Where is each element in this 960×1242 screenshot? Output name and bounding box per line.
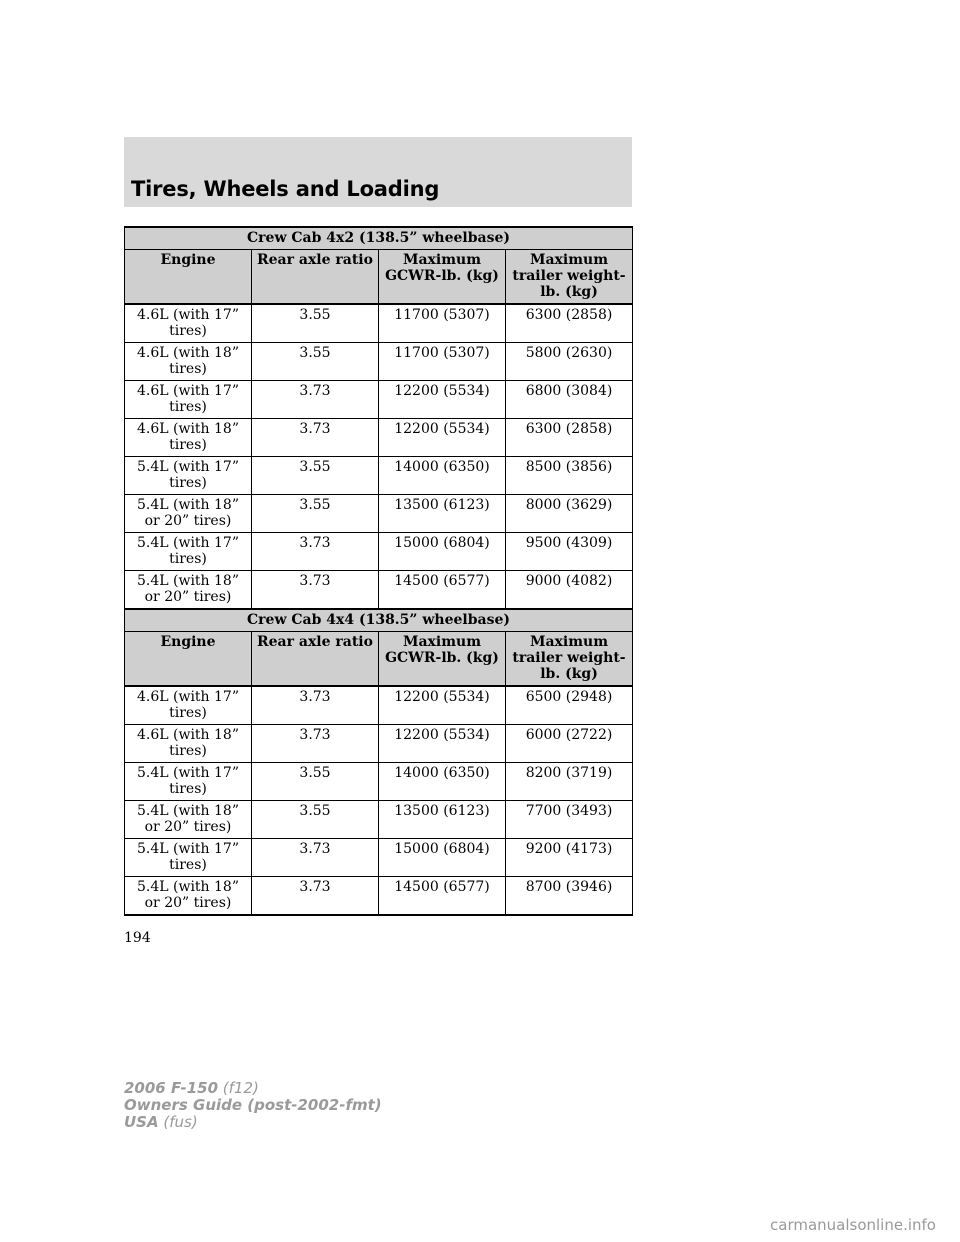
cell-engine: 5.4L (with 17” tires) xyxy=(125,457,252,495)
footer-model: 2006 F-150 xyxy=(124,1079,219,1097)
cell-axle-ratio: 3.55 xyxy=(252,304,379,343)
cell-trailer-weight: 9000 (4082) xyxy=(506,571,633,610)
cell-gcwr: 12200 (5534) xyxy=(379,381,506,419)
footer-model-code: (f12) xyxy=(222,1079,259,1097)
cell-axle-ratio: 3.73 xyxy=(252,419,379,457)
cell-engine: 4.6L (with 17” tires) xyxy=(125,686,252,725)
cell-gcwr: 14500 (6577) xyxy=(379,877,506,916)
cell-axle-ratio: 3.73 xyxy=(252,533,379,571)
cell-engine: 4.6L (with 18” tires) xyxy=(125,343,252,381)
cell-axle-ratio: 3.55 xyxy=(252,457,379,495)
table-row xyxy=(125,381,633,419)
cell-gcwr: 13500 (6123) xyxy=(379,801,506,839)
cell-axle-ratio: 3.73 xyxy=(252,725,379,763)
cell-trailer-weight: 5800 (2630) xyxy=(506,343,633,381)
table-row xyxy=(125,304,633,343)
cell-engine: 5.4L (with 18” or 20” tires) xyxy=(125,877,252,916)
cell-gcwr: 12200 (5534) xyxy=(379,419,506,457)
cell-gcwr: 14000 (6350) xyxy=(379,763,506,801)
footer-guide: Owners Guide (post-2002-fmt) xyxy=(124,1096,382,1114)
column-header-axle-ratio: Rear axle ratio xyxy=(252,250,379,305)
cell-engine: 4.6L (with 17” tires) xyxy=(125,381,252,419)
footer-market: USA xyxy=(124,1113,159,1131)
cell-trailer-weight: 6300 (2858) xyxy=(506,304,633,343)
cell-gcwr: 15000 (6804) xyxy=(379,533,506,571)
table-row xyxy=(125,571,633,610)
table-row xyxy=(125,457,633,495)
page-number: 194 xyxy=(124,930,151,946)
cell-gcwr: 12200 (5534) xyxy=(379,686,506,725)
cell-engine: 5.4L (with 17” tires) xyxy=(125,839,252,877)
cell-engine: 5.4L (with 18” or 20” tires) xyxy=(125,495,252,533)
towing-table-crew-cab-4x2 xyxy=(124,226,633,610)
table-row xyxy=(125,763,633,801)
towing-table-crew-cab-4x4 xyxy=(124,608,633,916)
cell-engine: 5.4L (with 17” tires) xyxy=(125,533,252,571)
footer-market-code: (fus) xyxy=(163,1113,198,1131)
cell-trailer-weight: 8000 (3629) xyxy=(506,495,633,533)
table-title: Crew Cab 4x2 (138.5” wheelbase) xyxy=(125,227,633,250)
column-header-gcwr: Maximum GCWR-lb. (kg) xyxy=(379,250,506,305)
document-footer xyxy=(124,1080,382,1131)
cell-gcwr: 12200 (5534) xyxy=(379,725,506,763)
cell-trailer-weight: 6300 (2858) xyxy=(506,419,633,457)
cell-axle-ratio: 3.73 xyxy=(252,571,379,610)
cell-gcwr: 13500 (6123) xyxy=(379,495,506,533)
table-row xyxy=(125,686,633,725)
column-header-trailer-weight: Maximum trailer weight-lb. (kg) xyxy=(506,632,633,687)
cell-gcwr: 14000 (6350) xyxy=(379,457,506,495)
column-header-axle-ratio: Rear axle ratio xyxy=(252,632,379,687)
cell-axle-ratio: 3.73 xyxy=(252,877,379,916)
column-header-gcwr: Maximum GCWR-lb. (kg) xyxy=(379,632,506,687)
cell-engine: 4.6L (with 18” tires) xyxy=(125,725,252,763)
cell-trailer-weight: 8700 (3946) xyxy=(506,877,633,916)
table-row xyxy=(125,419,633,457)
table-row xyxy=(125,839,633,877)
cell-trailer-weight: 8500 (3856) xyxy=(506,457,633,495)
table-row xyxy=(125,801,633,839)
cell-trailer-weight: 7700 (3493) xyxy=(506,801,633,839)
column-header-trailer-weight: Maximum trailer weight-lb. (kg) xyxy=(506,250,633,305)
cell-trailer-weight: 8200 (3719) xyxy=(506,763,633,801)
cell-trailer-weight: 6800 (3084) xyxy=(506,381,633,419)
cell-trailer-weight: 6500 (2948) xyxy=(506,686,633,725)
cell-engine: 5.4L (with 18” or 20” tires) xyxy=(125,801,252,839)
cell-trailer-weight: 9200 (4173) xyxy=(506,839,633,877)
cell-engine: 4.6L (with 17” tires) xyxy=(125,304,252,343)
cell-axle-ratio: 3.55 xyxy=(252,343,379,381)
cell-engine: 5.4L (with 17” tires) xyxy=(125,763,252,801)
cell-gcwr: 11700 (5307) xyxy=(379,304,506,343)
cell-gcwr: 15000 (6804) xyxy=(379,839,506,877)
cell-engine: 5.4L (with 18” or 20” tires) xyxy=(125,571,252,610)
cell-axle-ratio: 3.73 xyxy=(252,839,379,877)
table-row xyxy=(125,877,633,916)
table-row xyxy=(125,343,633,381)
cell-gcwr: 11700 (5307) xyxy=(379,343,506,381)
cell-axle-ratio: 3.55 xyxy=(252,801,379,839)
cell-engine: 4.6L (with 18” tires) xyxy=(125,419,252,457)
section-title: Tires, Wheels and Loading xyxy=(131,177,440,201)
column-header-engine: Engine xyxy=(125,632,252,687)
table-row xyxy=(125,533,633,571)
watermark: carmanualsonline.info xyxy=(770,1216,936,1234)
table-row xyxy=(125,725,633,763)
table-title: Crew Cab 4x4 (138.5” wheelbase) xyxy=(125,609,633,632)
cell-axle-ratio: 3.73 xyxy=(252,381,379,419)
cell-axle-ratio: 3.55 xyxy=(252,495,379,533)
cell-trailer-weight: 6000 (2722) xyxy=(506,725,633,763)
column-header-engine: Engine xyxy=(125,250,252,305)
cell-axle-ratio: 3.73 xyxy=(252,686,379,725)
cell-trailer-weight: 9500 (4309) xyxy=(506,533,633,571)
cell-axle-ratio: 3.55 xyxy=(252,763,379,801)
cell-gcwr: 14500 (6577) xyxy=(379,571,506,610)
table-row xyxy=(125,495,633,533)
